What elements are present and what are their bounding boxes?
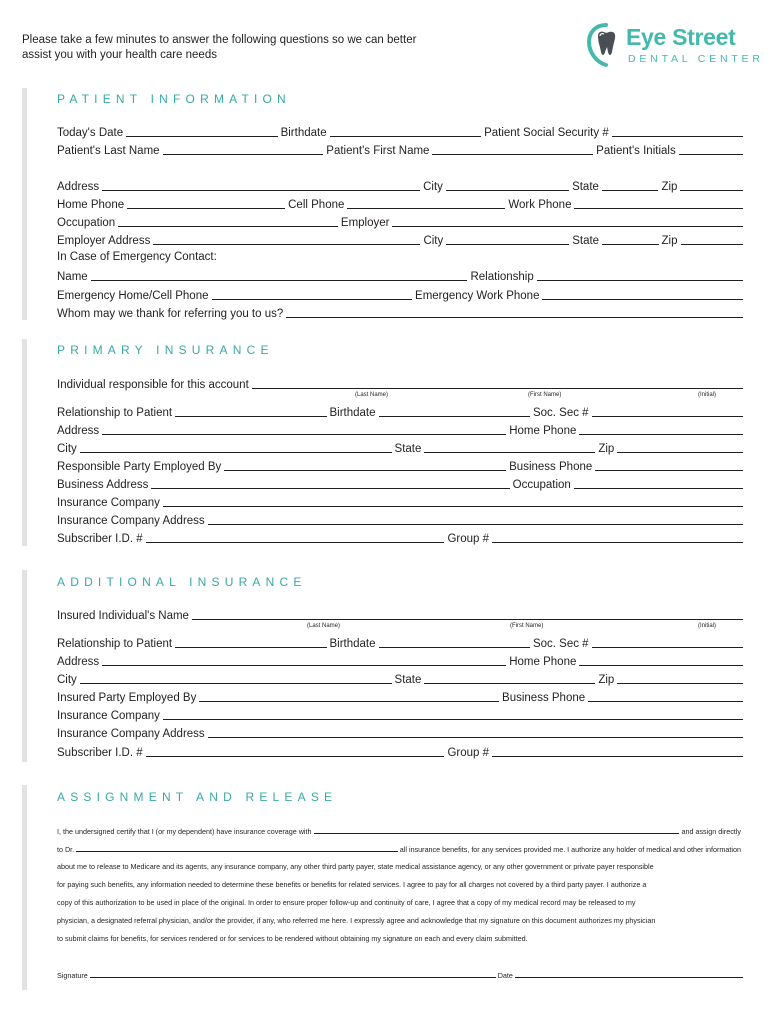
todays-date-label: Today's Date [57,127,124,139]
a-ins-address-label: Insurance Company Address [57,728,205,740]
p-employed-field[interactable] [224,470,506,471]
section-title-primary: PRIMARY INSURANCE [57,343,274,357]
date-field[interactable] [515,977,743,978]
ssn-field[interactable] [612,136,743,137]
first-name-hint: (First Name) [528,392,562,398]
row-relationship [57,404,743,420]
a-business-phone-label: Business Phone [502,692,586,704]
employer-state-field[interactable] [602,244,658,245]
a-initial-hint: (Initial) [698,623,717,629]
state-label: State [572,181,599,193]
assign-line-4: for paying such benefits, any information needed to determine these benefits or benefits for related services. I agree to pay for all charges not covered by a third party payer. I authorize a [57,880,647,889]
p-business-address-field[interactable] [151,488,509,489]
emergency-home-cell-field[interactable] [212,299,413,300]
zip-label: Zip [661,181,678,193]
a-group-label: Group # [447,747,490,759]
a-business-phone-field[interactable] [588,701,743,702]
last-name-hint: (Last Name) [355,392,389,398]
p-group-field[interactable] [492,542,743,543]
a-relationship-field[interactable] [175,647,326,648]
row-p-business-address [57,476,743,492]
insurance-coverage-field[interactable] [314,833,680,834]
section-bar [22,339,27,546]
employer-zip-label: Zip [661,235,678,247]
p-ins-address-field[interactable] [208,524,743,525]
assign-line-1 [57,824,743,836]
state-field[interactable] [602,190,659,191]
row-a-relationship [57,635,743,651]
p-home-phone-field[interactable] [579,434,743,435]
assign-line-1b: and assign directly [681,827,741,836]
a-zip-label: Zip [598,674,615,686]
responsible-field[interactable] [252,388,743,389]
row-p-address [57,422,743,438]
address-label: Address [57,181,100,193]
employer-zip-field[interactable] [681,244,744,245]
a-address-field[interactable] [102,665,506,666]
emergency-work-label: Emergency Work Phone [415,290,540,302]
a-soc-sec-label: Soc. Sec # [532,638,589,650]
assign-line-3: about me to release to Medicare and its agents, any insurance company, any other third party payer, state medical assistance agency, or any other government or private payer responsible [57,862,654,871]
p-employed-label: Responsible Party Employed By [57,461,222,473]
a-ins-company-field[interactable] [163,719,743,720]
signature-label: Signature [57,971,88,980]
row-employer-address [57,232,743,248]
ssn-label: Patient Social Security # [484,127,609,139]
todays-date-field[interactable] [126,136,277,137]
tooth-icon [586,22,626,68]
employer-address-field[interactable] [153,244,420,245]
a-first-name-hint: (First Name) [510,623,544,629]
p-zip-label: Zip [598,443,615,455]
last-name-label: Patient's Last Name [57,145,160,157]
emergency-name-field[interactable] [91,280,468,281]
signature-field[interactable] [90,977,496,978]
relationship-label: Relationship [470,271,534,283]
insured-name-label: Insured Individual's Name [57,610,189,622]
row-address [57,178,743,194]
p-group-label: Group # [447,533,490,545]
row-a-address [57,653,743,669]
employer-city-field[interactable] [446,244,569,245]
section-bar [22,88,27,320]
assign-line-1a: I, the undersigned certify that I (or my dependent) have insurance coverage with [57,827,312,836]
p-ins-address-label: Insurance Company Address [57,515,205,527]
city-label: City [423,181,443,193]
p-soc-sec-field[interactable] [592,416,743,417]
birthdate-field[interactable] [330,136,481,137]
logo-subtitle: DENTAL CENTER [628,53,764,65]
work-phone-label: Work Phone [508,199,572,211]
emergency-contact-heading: In Case of Emergency Contact: [57,251,217,263]
assign-line-2a: to Dr. [57,845,75,854]
p-subscriber-field[interactable] [146,542,445,543]
row-emergency-name [57,268,743,284]
p-relationship-label: Relationship to Patient [57,407,173,419]
row-a-city [57,671,743,687]
p-birthdate-label: Birthdate [329,407,376,419]
a-birthdate-field[interactable] [379,647,530,648]
section-bar [22,570,27,762]
intro-text [22,33,416,63]
referral-field[interactable] [286,317,743,318]
a-last-name-hint: (Last Name) [307,623,341,629]
p-business-phone-label: Business Phone [509,461,593,473]
initials-field[interactable] [679,154,743,155]
a-soc-sec-field[interactable] [592,647,743,648]
insured-name-field[interactable] [192,619,743,620]
emergency-name-label: Name [57,271,88,283]
a-subscriber-field[interactable] [146,756,445,757]
row-emergency-phones [57,287,743,303]
logo-name: Eye Street [626,24,736,50]
first-name-field[interactable] [432,154,593,155]
section-title-patient: PATIENT INFORMATION [57,92,291,106]
a-subscriber-label: Subscriber I.D. # [57,747,143,759]
logo [586,22,764,72]
emergency-home-cell-label: Emergency Home/Cell Phone [57,290,209,302]
occupation-field[interactable] [118,226,338,227]
a-state-field[interactable] [424,683,595,684]
p-address-field[interactable] [102,434,506,435]
p-address-label: Address [57,425,100,437]
doctor-name-field[interactable] [76,851,398,852]
intro-line-1: Please take a few minutes to answer the following questions so we can better [22,34,417,46]
employer-label: Employer [340,217,390,229]
date-label: Date [497,971,513,980]
a-city-field[interactable] [80,683,392,684]
row-occupation [57,214,743,230]
row-a-ins-company [57,707,743,723]
row-p-city [57,440,743,456]
work-phone-field[interactable] [574,208,743,209]
assign-line-2b: all insurance benefits, for any services provided me. I authorize any holder of medical and other information [399,845,741,854]
p-city-field[interactable] [80,452,392,453]
a-zip-field[interactable] [617,683,743,684]
p-occupation-field[interactable] [574,488,743,489]
row-insured-name [57,607,743,623]
row-responsible [57,376,743,392]
employer-city-label: City [423,235,444,247]
p-home-phone-label: Home Phone [509,425,577,437]
city-field[interactable] [446,190,569,191]
home-phone-label: Home Phone [57,199,125,211]
responsible-label: Individual responsible for this account [57,379,249,391]
zip-field[interactable] [680,190,743,191]
referral-label: Whom may we thank for referring you to us? [57,308,284,320]
a-home-phone-field[interactable] [579,665,743,666]
assign-line-5: copy of this authorization to be used in place of the original. In order to ensure proper follow-up and continuity of care, I agree that a copy of my medical record may be released to my [57,898,636,907]
home-phone-field[interactable] [127,208,285,209]
row-date-birth-ssn [57,124,743,140]
employer-state-label: State [572,235,600,247]
a-birthdate-label: Birthdate [329,638,376,650]
a-employed-field[interactable] [199,701,499,702]
p-occupation-label: Occupation [512,479,571,491]
relationship-field[interactable] [537,280,743,281]
p-ins-company-field[interactable] [163,506,743,507]
first-name-label: Patient's First Name [326,145,430,157]
a-city-label: City [57,674,77,686]
a-relationship-label: Relationship to Patient [57,638,173,650]
address-field[interactable] [102,190,420,191]
row-a-subscriber [57,744,743,760]
occupation-label: Occupation [57,217,116,229]
a-home-phone-label: Home Phone [509,656,577,668]
a-address-label: Address [57,656,100,668]
initial-hint: (Initial) [698,392,717,398]
p-state-field[interactable] [424,452,595,453]
signature-row [57,968,743,980]
row-names [57,142,743,158]
section-title-additional: ADDITIONAL INSURANCE [57,575,307,589]
assign-line-6: physician, a designated referral physician, and/or the provider, if any, who referred me here. I expressly agree and acknowledge that my signature on this document authorizes my physician [57,916,656,925]
p-city-label: City [57,443,77,455]
row-p-employed [57,458,743,474]
section-title-assignment: ASSIGNMENT AND RELEASE [57,790,338,804]
assign-line-2 [57,842,743,854]
employer-field[interactable] [392,226,743,227]
emergency-work-field[interactable] [542,299,743,300]
p-soc-sec-label: Soc. Sec # [532,407,589,419]
employer-address-label: Employer Address [57,235,151,247]
row-p-subscriber [57,530,743,546]
p-business-address-label: Business Address [57,479,149,491]
p-subscriber-label: Subscriber I.D. # [57,533,143,545]
p-birthdate-field[interactable] [379,416,530,417]
p-business-phone-field[interactable] [595,470,743,471]
row-p-ins-address [57,512,743,528]
p-ins-company-label: Insurance Company [57,497,160,509]
section-bar [22,785,27,990]
a-employed-label: Insured Party Employed By [57,692,197,704]
row-a-employed [57,689,743,705]
a-state-label: State [394,674,422,686]
p-zip-field[interactable] [617,452,743,453]
a-ins-company-label: Insurance Company [57,710,160,722]
cell-phone-field[interactable] [347,208,505,209]
p-state-label: State [394,443,422,455]
a-group-field[interactable] [492,756,743,757]
row-phones [57,196,743,212]
cell-phone-label: Cell Phone [288,199,345,211]
assign-line-7: to submit claims for benefits, for services rendered or for services to be rendered without obtaining my signature on each and every claim submitted. [57,934,528,943]
row-a-ins-address [57,725,743,741]
birthdate-label: Birthdate [280,127,327,139]
p-relationship-field[interactable] [175,416,326,417]
initials-label: Patient's Initials [596,145,676,157]
row-referral [57,305,743,321]
last-name-field[interactable] [163,154,324,155]
intro-line-2: assist you with your health care needs [22,49,217,61]
a-ins-address-field[interactable] [208,737,743,738]
row-p-ins-company [57,494,743,510]
